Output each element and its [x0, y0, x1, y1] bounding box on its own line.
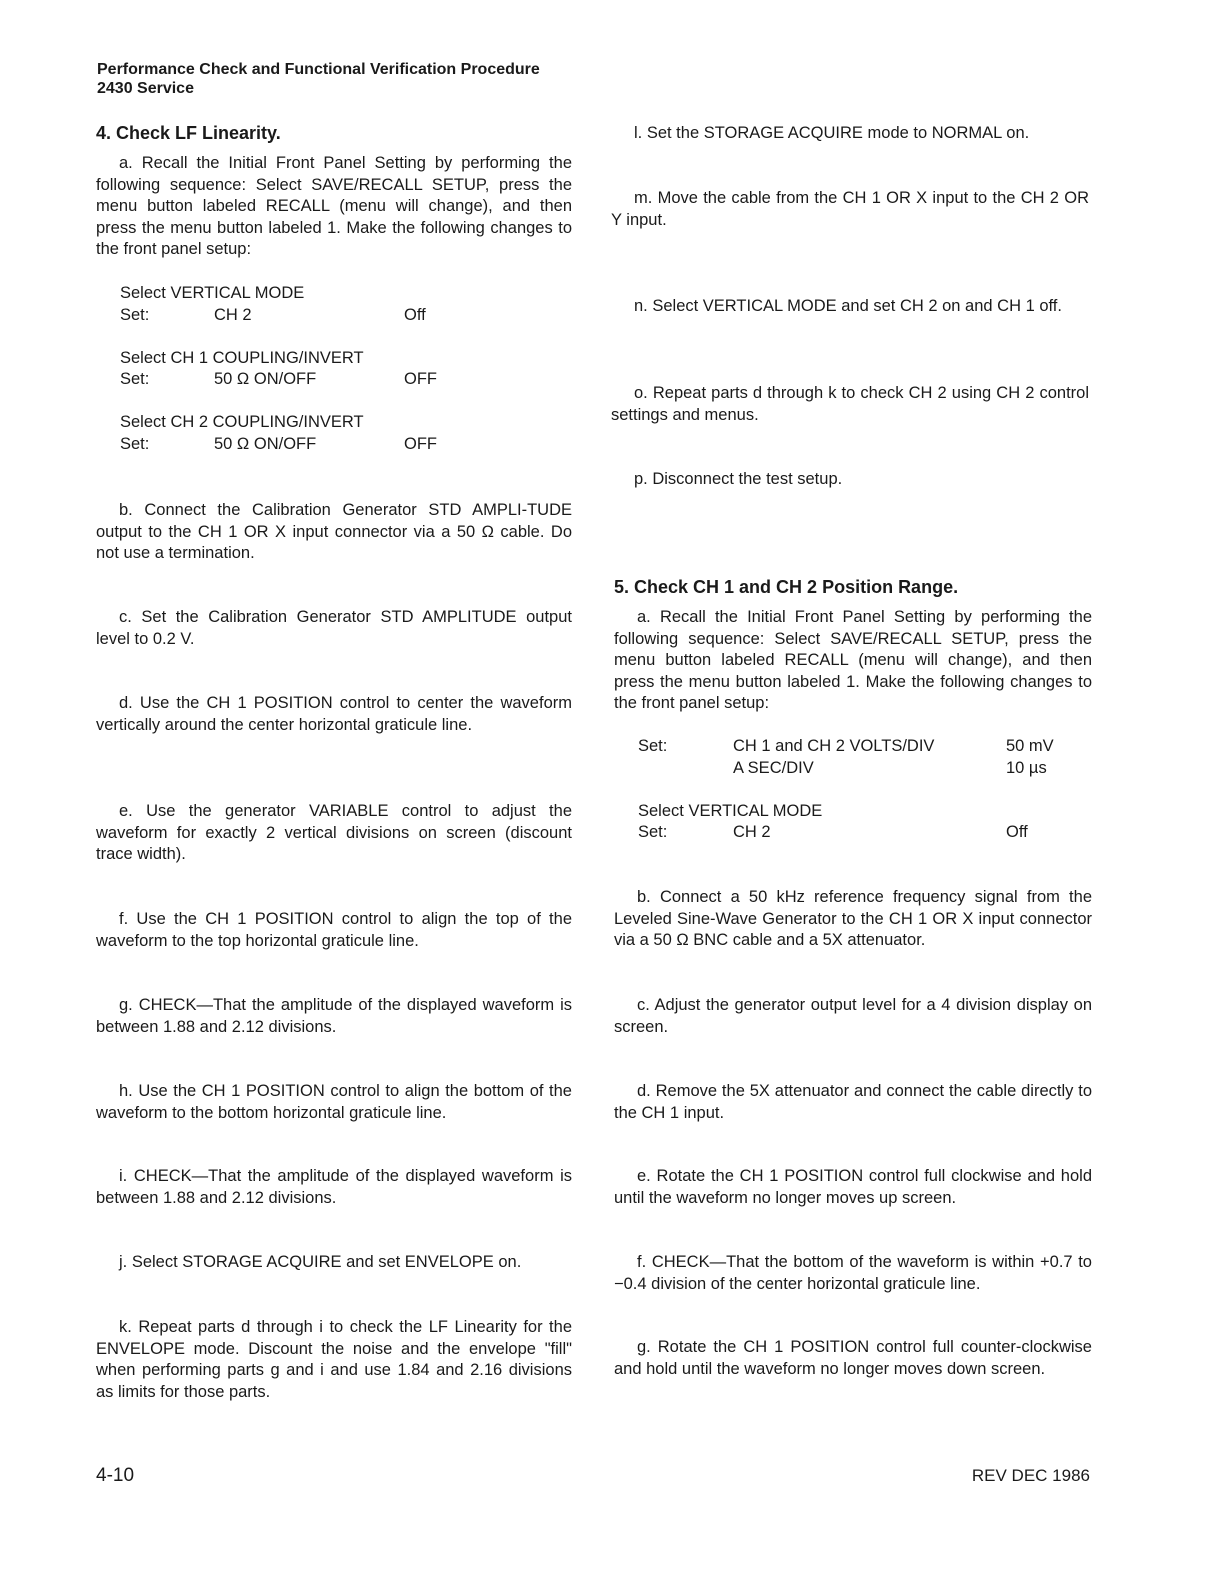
setup5-item2: A SEC/DIV [733, 758, 814, 777]
setup5-set-label: Set: [638, 737, 668, 755]
running-header [97, 60, 540, 98]
setup-ch2-value: OFF [404, 434, 437, 453]
step-4e: e. Use the generator VARIABLE control to adjust the waveform for exactly 2 vertical divisions on screen (discount trace width). [96, 802, 572, 863]
step-5d: d. Remove the 5X attenuator and connect the cable directly to the CH 1 input. [614, 1082, 1092, 1122]
step-4b: b. Connect the Calibration Generator STD AMPLI-TUDE output to the CH 1 OR X input connector via a 50 Ω cable. Do not use a termination. [96, 501, 572, 562]
section-heading-4: 4. Check LF Linearity. [96, 123, 281, 143]
header-title: Performance Check and Functional Verification Procedure [97, 61, 540, 78]
step-4d: d. Use the CH 1 POSITION control to center the waveform vertically around the center horizontal graticule line. [96, 694, 572, 734]
setup5-vmode-value: Off [1006, 823, 1028, 841]
step-4f: f. Use the CH 1 POSITION control to align the top of the waveform to the top horizontal graticule line. [96, 910, 572, 950]
setup-vmode-value: Off [404, 305, 426, 324]
setup-ch1-value: OFF [404, 370, 437, 388]
setup-ch2-title: Select CH 2 COUPLING/INVERT [120, 413, 364, 431]
setup-vmode-set: Set: [120, 305, 150, 324]
setup5-vmode-title: Select VERTICAL MODE [638, 801, 823, 820]
setup-vmode-title: Select VERTICAL MODE [120, 284, 305, 302]
step-4h: h. Use the CH 1 POSITION control to align the bottom of the waveform to the bottom horizontal graticule line. [96, 1082, 572, 1122]
step-4c: c. Set the Calibration Generator STD AMPLITUDE output level to 0.2 V. [96, 608, 572, 648]
step-4k: k. Repeat parts d through i to check the LF Linearity for the ENVELOPE mode. Discount the noise and the envelope "fill" when performing parts g and i and use 1.84 and 2.16 divisions as limits for those parts. [96, 1318, 572, 1401]
setup-ch1-item: 50 Ω ON/OFF [214, 370, 317, 388]
step-4o: o. Repeat parts d through k to check CH 2 using CH 2 control settings and menus. [611, 384, 1089, 424]
step-5c: c. Adjust the generator output level for a 4 division display on screen. [614, 996, 1092, 1036]
step-5a: a. Recall the Initial Front Panel Setting by performing the following sequence: Select SAVE/RECALL SETUP, press the menu button labeled RECALL (menu will change), and then press the menu button labeled 1. Make the following changes to the front panel setup: [614, 608, 1092, 712]
step-4m: m. Move the cable from the CH 1 OR X input to the CH 2 OR Y input. [611, 189, 1089, 229]
header-subtitle: 2430 Service [97, 80, 194, 97]
setup5-vmode-item: CH 2 [733, 823, 771, 841]
step-4j: j. Select STORAGE ACQUIRE and set ENVELOPE on. [119, 1253, 522, 1271]
page-number: 4-10 [96, 1465, 135, 1486]
setup5-val2: 10 µs [1006, 758, 1047, 777]
setup-table-5a [638, 736, 1088, 844]
setup5-val1: 50 mV [1006, 737, 1054, 755]
setup-ch1-title: Select CH 1 COUPLING/INVERT [120, 348, 364, 367]
step-5f: f. CHECK—That the bottom of the waveform is within +0.7 to −0.4 division of the center horizontal graticule line. [614, 1253, 1092, 1293]
revision-date: REV DEC 1986 [971, 1466, 1090, 1485]
step-4l: l. Set the STORAGE ACQUIRE mode to NORMAL on. [634, 124, 1030, 142]
setup5-vmode-set: Set: [638, 823, 668, 841]
step-4p: p. Disconnect the test setup. [634, 470, 843, 488]
setup5-item1: CH 1 and CH 2 VOLTS/DIV [733, 737, 935, 755]
step-5b: b. Connect a 50 kHz reference frequency signal from the Leveled Sine-Wave Generator to the CH 1 OR X input connector via a 50 Ω BNC cable and a 5X attenuator. [614, 888, 1092, 949]
step-4g: g. CHECK—That the amplitude of the displayed waveform is between 1.88 and 2.12 divisions. [96, 996, 572, 1036]
setup-vmode-item: CH 2 [214, 305, 252, 324]
section-heading-5: 5. Check CH 1 and CH 2 Position Range. [614, 577, 959, 597]
step-5g: g. Rotate the CH 1 POSITION control full counter-clockwise and hold until the waveform no longer moves down screen. [614, 1338, 1092, 1378]
setup-ch1-set: Set: [120, 370, 150, 388]
step-4a: a. Recall the Initial Front Panel Setting by performing the following sequence: Select SAVE/RECALL SETUP, press the menu button labeled RECALL (menu will change), and then press the menu button labeled 1. Make the following changes to the front panel setup: [96, 154, 572, 258]
step-5e: e. Rotate the CH 1 POSITION control full clockwise and hold until the waveform no longer moves up screen. [614, 1167, 1092, 1207]
setup-ch2-item: 50 Ω ON/OFF [214, 434, 317, 453]
setup-ch2-set: Set: [120, 434, 150, 453]
setup-table-4a [120, 283, 520, 455]
step-4i: i. CHECK—That the amplitude of the displayed waveform is between 1.88 and 2.12 divisions. [96, 1167, 572, 1207]
step-4n: n. Select VERTICAL MODE and set CH 2 on and CH 1 off. [634, 297, 1062, 315]
